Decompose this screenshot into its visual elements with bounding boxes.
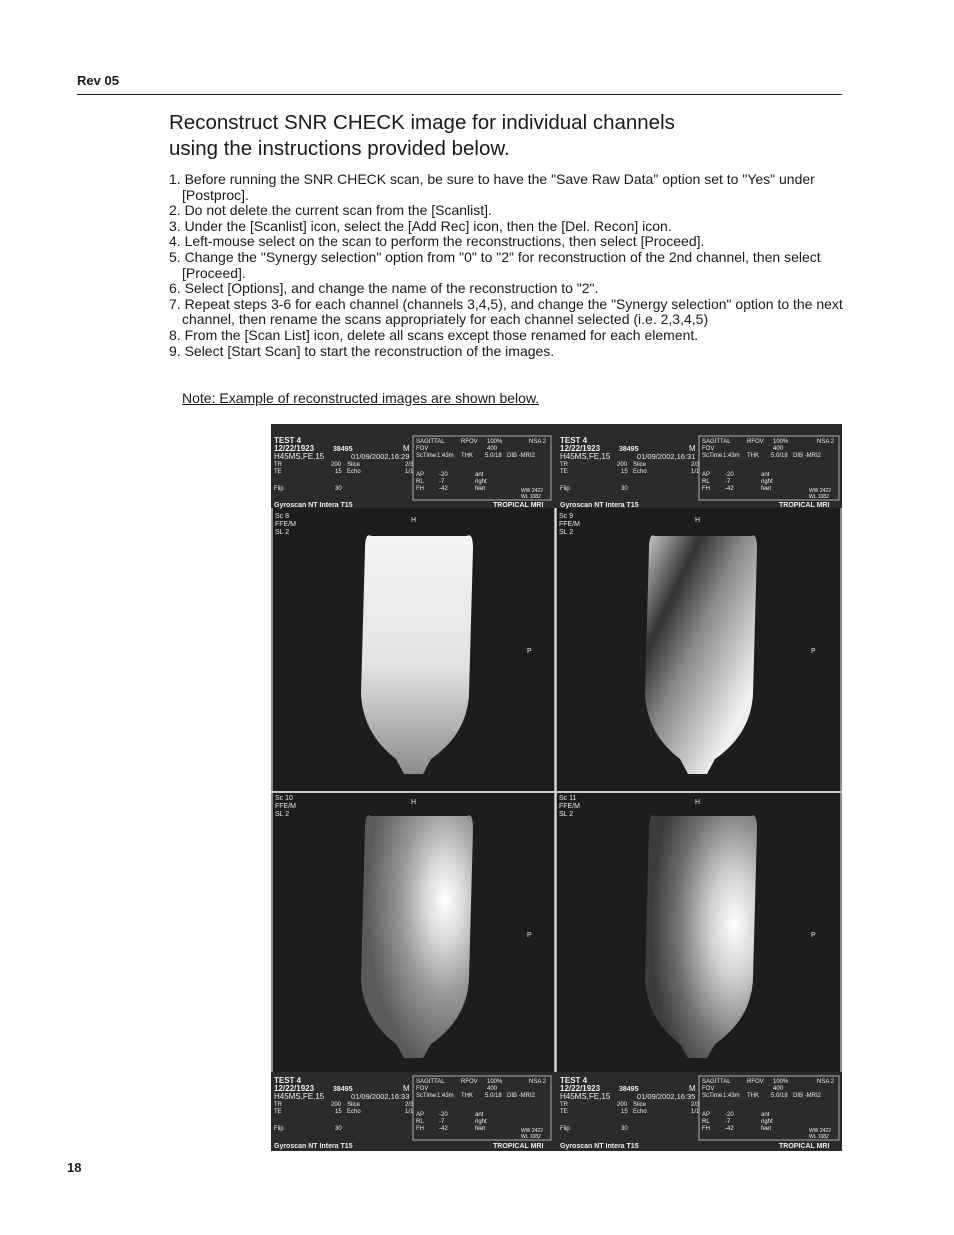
svg-text:Flip: Flip	[274, 1126, 284, 1132]
hdr-echo: Echo	[347, 469, 361, 475]
svg-text:38495: 38495	[619, 1086, 639, 1093]
svg-text:SAGITTAL: SAGITTAL	[416, 1079, 445, 1085]
svg-text:Gyroscan NT Intera T15: Gyroscan NT Intera T15	[560, 1143, 639, 1150]
svg-text:30: 30	[621, 486, 628, 492]
title-line-2: using the instructions provided below.	[169, 137, 510, 160]
svg-text:SAGITTAL: SAGITTAL	[702, 1079, 731, 1085]
tl-right-marker: P	[527, 648, 532, 655]
hdr-fov-label: FOV	[416, 446, 429, 452]
svg-text:RFOV: RFOV	[461, 1079, 478, 1085]
hdr-date: 12/22/1923	[274, 444, 315, 453]
svg-text:TEST 4: TEST 4	[560, 436, 588, 445]
svg-text:TROPICAL MRI: TROPICAL MRI	[493, 1143, 544, 1150]
tr-top-marker: H	[695, 517, 701, 524]
svg-text:5.0/18: 5.0/18	[485, 1093, 502, 1099]
tl-top-marker: H	[411, 517, 417, 524]
svg-text:2/3: 2/3	[691, 462, 700, 468]
svg-text:WW 2422: WW 2422	[521, 1128, 543, 1134]
svg-text:TROPICAL MRI: TROPICAL MRI	[779, 502, 830, 509]
svg-text:NSA 2: NSA 2	[817, 439, 835, 445]
step-6: 6. Select [Options], and change the name of the reconstruction to "2".	[169, 280, 599, 297]
svg-text:5.0/18: 5.0/18	[771, 453, 788, 459]
svg-text:WL 1082: WL 1082	[521, 1134, 541, 1140]
hdr-pct: 100%	[487, 439, 503, 445]
svg-text:1:43m: 1:43m	[723, 1093, 740, 1099]
tr-seq: FFE/M	[559, 521, 580, 528]
svg-text:AP: AP	[416, 1112, 425, 1118]
svg-text:ScTime: ScTime	[702, 453, 723, 459]
svg-text:RFOV: RFOV	[747, 439, 764, 445]
step-4: 4. Left-mouse select on the scan to perform the reconstructions, then select [Proceed].	[169, 233, 705, 250]
svg-text:-42: -42	[439, 1126, 448, 1132]
svg-text:400: 400	[487, 1086, 498, 1092]
hdr-echo-val: 1/1	[405, 469, 414, 475]
svg-text:38495: 38495	[619, 446, 639, 453]
svg-text:Slice: Slice	[633, 462, 647, 468]
svg-text:THK: THK	[747, 453, 759, 459]
svg-text:100%: 100%	[773, 439, 789, 445]
svg-text:FOV: FOV	[702, 446, 715, 452]
hdr-thk: THK	[461, 453, 473, 459]
hdr-dib: DIB -MRI2	[507, 453, 536, 459]
svg-text:12/22/1923: 12/22/1923	[560, 1084, 601, 1093]
svg-text:RFOV: RFOV	[747, 1079, 764, 1085]
svg-text:WL 1082: WL 1082	[809, 494, 829, 500]
svg-text:-7: -7	[439, 1119, 445, 1125]
bl-top-marker: H	[411, 799, 417, 806]
hdr-fov-val: 400	[487, 446, 498, 452]
svg-text:ScTime: ScTime	[416, 1093, 437, 1099]
svg-text:FH: FH	[416, 1126, 424, 1132]
svg-text:5.0/18: 5.0/18	[771, 1093, 788, 1099]
hdr-sctime-val: 1:43m	[437, 453, 454, 459]
hdr-thk-val: 5.0/18	[485, 453, 502, 459]
svg-text:TEST 4: TEST 4	[274, 1076, 302, 1085]
svg-text:-7: -7	[725, 479, 731, 485]
svg-text:1/1: 1/1	[405, 1109, 414, 1115]
svg-text:feet: feet	[761, 1126, 772, 1132]
hdr-ap: AP	[416, 472, 425, 478]
svg-text:1:43m: 1:43m	[437, 1093, 454, 1099]
hdr-slice-val: 2/3	[405, 462, 414, 468]
hdr-flip-val: 30	[335, 486, 342, 492]
svg-text:38495: 38495	[333, 1086, 353, 1093]
instruction-steps	[169, 172, 849, 359]
svg-text:M: M	[403, 1084, 410, 1093]
hdr-bl-timestamp: 01/09/2002,16:33	[351, 1092, 410, 1101]
svg-text:WW 2422: WW 2422	[809, 488, 831, 494]
hdr-br-timestamp: 01/09/2002,16:35	[637, 1092, 696, 1101]
hdr-fh-dir: feet	[475, 486, 486, 492]
hdr-rl: RL	[416, 479, 424, 485]
svg-text:H45MS,FE,15: H45MS,FE,15	[560, 452, 611, 461]
svg-text:1:43m: 1:43m	[723, 453, 740, 459]
svg-text:FH: FH	[702, 486, 710, 492]
svg-text:Slice: Slice	[347, 1102, 361, 1108]
svg-text:SAGITTAL: SAGITTAL	[702, 439, 731, 445]
svg-text:Gyroscan NT Intera T15: Gyroscan NT Intera T15	[560, 502, 639, 509]
svg-text:Flip: Flip	[560, 1126, 570, 1132]
svg-text:TR: TR	[274, 1102, 282, 1108]
step-3: 3. Under the [Scanlist] icon, select the [Add Rec] icon, then the [Del. Recon] icon.	[169, 217, 672, 234]
hdr-rl-dir: right	[475, 479, 487, 485]
svg-text:12/22/1923: 12/22/1923	[560, 444, 601, 453]
hdr-id: 38495	[333, 446, 353, 453]
svg-text:RL: RL	[702, 479, 710, 485]
svg-text:AP: AP	[702, 472, 711, 478]
hdr-te-val: 15	[335, 469, 342, 475]
svg-text:right: right	[475, 1119, 487, 1125]
svg-text:feet: feet	[475, 1126, 486, 1132]
hdr-scanner: Gyroscan NT Intera T15	[274, 502, 353, 509]
svg-text:2/3: 2/3	[405, 1102, 414, 1108]
tl-seq: FFE/M	[275, 521, 296, 528]
svg-text:right: right	[761, 1119, 773, 1125]
svg-text:TE: TE	[274, 1109, 282, 1115]
svg-text:Slice: Slice	[633, 1102, 647, 1108]
svg-text:2/3: 2/3	[691, 1102, 700, 1108]
svg-text:Gyroscan NT Intera T15: Gyroscan NT Intera T15	[274, 1143, 353, 1150]
svg-text:NSA 2: NSA 2	[817, 1079, 835, 1085]
svg-text:DIB -MRI2: DIB -MRI2	[793, 453, 822, 459]
hdr-timestamp: 01/09/2002,16:29	[351, 452, 410, 461]
svg-text:-42: -42	[725, 486, 734, 492]
svg-text:15: 15	[621, 1109, 628, 1115]
svg-text:ant: ant	[761, 1112, 770, 1118]
svg-text:Echo: Echo	[633, 1109, 647, 1115]
step-1: 1. Before running the SNR CHECK scan, be sure to have the "Save Raw Data" option set to "Yes" under [Postproc].	[169, 171, 815, 203]
tr-scan: Sc 9	[559, 513, 574, 520]
step-8: 8. From the [Scan List] icon, delete all scans except those renamed for each element.	[169, 326, 699, 343]
hdr-rl-val: -7	[439, 479, 445, 485]
br-top-marker: H	[695, 799, 701, 806]
svg-text:-42: -42	[725, 1126, 734, 1132]
svg-text:Echo: Echo	[347, 1109, 361, 1115]
svg-text:-20: -20	[439, 1112, 448, 1118]
tr-slice: SL 2	[559, 529, 574, 536]
hdr-slice: Slice	[347, 462, 361, 468]
header-rule	[77, 94, 842, 95]
svg-text:RL: RL	[702, 1119, 710, 1125]
svg-text:100%: 100%	[487, 1079, 503, 1085]
svg-text:1/1: 1/1	[691, 469, 700, 475]
svg-text:AP: AP	[702, 1112, 711, 1118]
hdr-sex: M	[403, 444, 410, 453]
hdr-test: TEST 4	[274, 436, 302, 445]
hdr-protocol: H45MS,FE,15	[274, 452, 325, 461]
svg-text:M: M	[689, 1084, 696, 1093]
svg-text:15: 15	[621, 469, 628, 475]
svg-text:RL: RL	[416, 1119, 424, 1125]
step-2: 2. Do not delete the current scan from the [Scanlist].	[169, 202, 492, 219]
svg-text:ScTime: ScTime	[702, 1093, 723, 1099]
svg-text:ant: ant	[475, 1112, 484, 1118]
br-seq: FFE/M	[559, 803, 580, 810]
bl-seq: FFE/M	[275, 803, 296, 810]
svg-text:feet: feet	[761, 486, 772, 492]
hdr-ap-dir: ant	[475, 472, 484, 478]
svg-text:WL 1082: WL 1082	[809, 1134, 829, 1140]
svg-text:right: right	[761, 479, 773, 485]
example-note: Note: Example of reconstructed images are shown below.	[182, 390, 540, 406]
svg-text:TE: TE	[560, 469, 568, 475]
hdr-te: TE	[274, 469, 282, 475]
hdr-site: TROPICAL MRI	[493, 502, 544, 509]
svg-text:THK: THK	[461, 1093, 473, 1099]
bl-scan: Sc 10	[275, 795, 293, 802]
hdr-tr-timestamp: 01/09/2002,16:31	[637, 452, 696, 461]
svg-text:200: 200	[617, 1102, 628, 1108]
br-scan: Sc 11	[559, 795, 577, 802]
svg-text:-7: -7	[725, 1119, 731, 1125]
tl-slice: SL 2	[275, 529, 290, 536]
svg-text:30: 30	[621, 1126, 628, 1132]
hdr-flip: Flip	[274, 486, 284, 492]
svg-text:NSA 2: NSA 2	[529, 1079, 547, 1085]
hdr-tr-val: 200	[331, 462, 342, 468]
svg-text:H45MS,FE,15: H45MS,FE,15	[274, 1092, 325, 1101]
svg-text:M: M	[689, 444, 696, 453]
title-line-1: Reconstruct SNR CHECK image for individual channels	[169, 111, 675, 134]
mri-figure-svg	[271, 424, 842, 1151]
step-7: 7. Repeat steps 3-6 for each channel (channels 3,4,5), and change the "Synergy selection" option to the next channel, then rename the scans appropriately for each channel selected (i.e. 2,3,4,5)	[169, 295, 843, 328]
hdr-tr: TR	[274, 462, 282, 468]
tr-right-marker: P	[811, 648, 816, 655]
svg-text:TEST 4: TEST 4	[560, 1076, 588, 1085]
svg-text:FOV: FOV	[702, 1086, 715, 1092]
svg-text:ant: ant	[761, 472, 770, 478]
svg-text:-20: -20	[725, 472, 734, 478]
svg-text:WW 2422: WW 2422	[809, 1128, 831, 1134]
mri-reconstruction-figure	[271, 424, 842, 1151]
svg-text:15: 15	[335, 1109, 342, 1115]
revision-label: Rev 05	[77, 73, 119, 88]
svg-text:Echo: Echo	[633, 469, 647, 475]
hdr-fh-val: -42	[439, 486, 448, 492]
step-5: 5. Change the "Synergy selection" option from "0" to "2" for reconstruction of the 2nd channel, then select [Proceed].	[169, 248, 821, 281]
step-9: 9. Select [Start Scan] to start the reconstruction of the images.	[169, 342, 555, 359]
bl-slice: SL 2	[275, 811, 290, 818]
hdr-ww: WW 2422	[521, 488, 543, 494]
svg-text:TR: TR	[560, 1102, 568, 1108]
svg-text:100%: 100%	[773, 1079, 789, 1085]
hdr-rfov: RFOV	[461, 439, 478, 445]
page-title	[169, 110, 675, 162]
svg-text:THK: THK	[747, 1093, 759, 1099]
bl-right-marker: P	[527, 932, 532, 939]
hdr-sctime: ScTime	[416, 453, 437, 459]
br-slice: SL 2	[559, 811, 574, 818]
hdr-wl: WL 1082	[521, 494, 541, 500]
svg-text:TR: TR	[560, 462, 568, 468]
svg-text:TROPICAL MRI: TROPICAL MRI	[779, 1143, 830, 1150]
svg-text:1/1: 1/1	[691, 1109, 700, 1115]
hdr-fh: FH	[416, 486, 424, 492]
svg-text:200: 200	[617, 462, 628, 468]
svg-text:DIB -MRI2: DIB -MRI2	[507, 1093, 536, 1099]
hdr-plane: SAGITTAL	[416, 439, 445, 445]
tl-scan: Sc 8	[275, 513, 290, 520]
svg-text:H45MS,FE,15: H45MS,FE,15	[560, 1092, 611, 1101]
svg-text:Flip: Flip	[560, 486, 570, 492]
hdr-ap-val: -20	[439, 472, 448, 478]
svg-text:400: 400	[773, 1086, 784, 1092]
page-number: 18	[67, 1160, 82, 1175]
svg-text:FH: FH	[702, 1126, 710, 1132]
svg-text:30: 30	[335, 1126, 342, 1132]
svg-text:200: 200	[331, 1102, 342, 1108]
svg-text:400: 400	[773, 446, 784, 452]
svg-text:DIB -MRI2: DIB -MRI2	[793, 1093, 822, 1099]
br-right-marker: P	[811, 932, 816, 939]
svg-text:12/22/1923: 12/22/1923	[274, 1084, 315, 1093]
svg-text:-20: -20	[725, 1112, 734, 1118]
svg-text:FOV: FOV	[416, 1086, 429, 1092]
svg-text:TE: TE	[560, 1109, 568, 1115]
hdr-nsa: NSA 2	[529, 439, 547, 445]
